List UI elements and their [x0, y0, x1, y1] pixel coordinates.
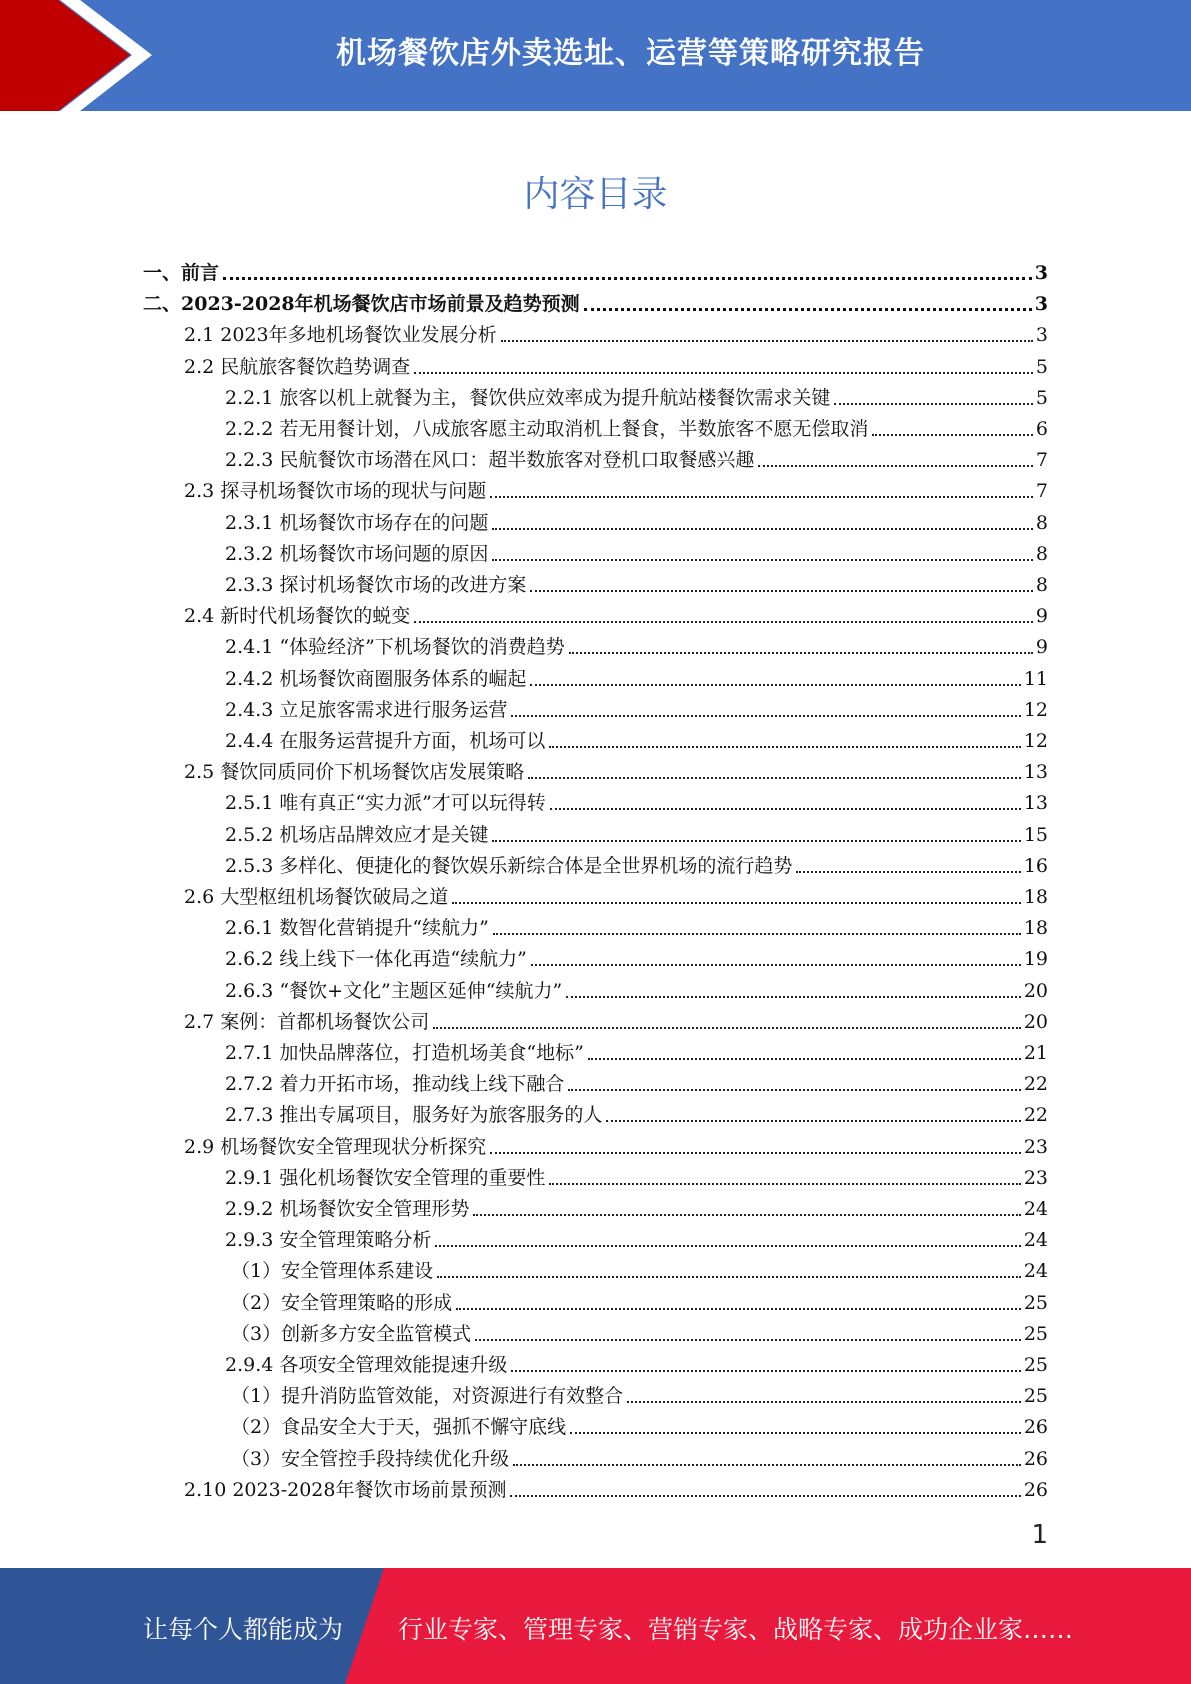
toc-entry-page: 25 — [1023, 1322, 1048, 1345]
toc-dot-leader — [501, 340, 1033, 342]
toc-entry-label: 2.9.4 各项安全管理效能提速升级 — [225, 1354, 508, 1376]
toc-entry-page: 3 — [1034, 293, 1048, 316]
toc-entry[interactable] — [225, 1034, 1048, 1065]
toc-dot-leader — [528, 777, 1021, 779]
toc-dot-leader — [223, 277, 1032, 280]
toc-dot-leader — [550, 808, 1021, 810]
toc-entry[interactable] — [184, 316, 1048, 347]
page-header — [0, 0, 1191, 111]
toc-entry-label: 2.7.2 着力开拓市场，推动线上线下融合 — [225, 1073, 565, 1096]
toc-dot-leader — [433, 1027, 1021, 1029]
toc-entry-label: （2）安全管理策略的形成 — [231, 1291, 453, 1314]
toc-entry-page: 8 — [1035, 542, 1048, 565]
toc-entry-page: 18 — [1023, 886, 1048, 908]
toc-entry-label: 2.10 2023-2028年餐饮市场前景预测 — [184, 1478, 507, 1501]
toc-dot-leader — [511, 715, 1020, 717]
toc-entry-label: 2.7.3 推出专属项目，服务好为旅客服务的人 — [225, 1104, 603, 1127]
toc-entry-page: 12 — [1023, 730, 1048, 752]
toc-dot-leader — [511, 1370, 1020, 1372]
toc-dot-leader — [492, 559, 1033, 561]
toc-entry[interactable] — [225, 1221, 1048, 1252]
toc-entry-label: 2.6.2 线上线下一体化再造“续航力” — [225, 948, 527, 971]
footer-slogan-right: 行业专家、管理专家、营销专家、战略专家、成功企业家…… — [398, 1615, 1074, 1644]
toc-entry[interactable] — [225, 784, 1048, 815]
toc-entry-label: 2.9.1 强化机场餐饮安全管理的重要性 — [225, 1166, 546, 1189]
toc-entry-page: 20 — [1023, 1010, 1048, 1033]
toc-entry-page: 24 — [1023, 1198, 1048, 1220]
toc-entry-page: 26 — [1023, 1447, 1048, 1470]
toc-entry-label: 2.5 餐饮同质同价下机场餐饮店发展策略 — [184, 761, 525, 784]
report-title: 机场餐饮店外卖选址、运营等策略研究报告 — [336, 36, 925, 71]
toc-entry-label: 2.3.2 机场餐饮市场问题的原因 — [225, 542, 489, 565]
toc-entry[interactable] — [225, 1159, 1048, 1190]
toc-entry[interactable] — [225, 660, 1048, 691]
toc-entry-page: 22 — [1023, 1073, 1048, 1096]
toc-dot-leader — [492, 528, 1033, 530]
toc-entry-page: 25 — [1023, 1291, 1048, 1314]
toc-entry[interactable] — [184, 1128, 1048, 1159]
toc-entry[interactable] — [225, 1065, 1048, 1096]
toc-dot-leader — [796, 871, 1020, 873]
toc-entry-page: 24 — [1023, 1229, 1048, 1252]
toc-entry-label: 2.7.1 加快品牌落位，打造机场美食“地标” — [225, 1042, 584, 1064]
toc-dot-leader — [872, 434, 1033, 436]
toc-entry-label: 2.6 大型枢纽机场餐饮破局之道 — [184, 886, 449, 908]
toc-entry-page: 15 — [1023, 823, 1048, 846]
toc-entry-page: 25 — [1023, 1354, 1048, 1376]
toc-entry-page: 16 — [1023, 854, 1048, 877]
toc-entry[interactable] — [231, 1408, 1048, 1439]
toc-dot-leader — [473, 1214, 1020, 1216]
toc-entry-label: 2.2.1 旅客以机上就餐为主，餐饮供应效率成为提升航站楼餐饮需求关键 — [225, 386, 831, 409]
toc-entry[interactable] — [225, 909, 1048, 940]
toc-entry[interactable] — [184, 597, 1048, 628]
toc-entry-label: （1）安全管理体系建设 — [231, 1260, 434, 1283]
toc-dot-leader — [584, 308, 1032, 311]
toc-entry[interactable] — [231, 1315, 1048, 1346]
toc-entry-page: 8 — [1035, 574, 1048, 596]
toc-entry-label: 2.5.1 唯有真正“实力派”才可以玩得转 — [225, 792, 546, 815]
toc-entry-label: 2.9.2 机场餐饮安全管理形势 — [225, 1198, 470, 1220]
toc-entry-page: 13 — [1023, 792, 1048, 815]
toc-heading: 内容目录 — [523, 174, 668, 215]
toc-entry-page: 19 — [1023, 948, 1048, 971]
toc-dot-leader — [414, 372, 1033, 374]
toc-dot-leader — [456, 1308, 1021, 1310]
toc-entry-page: 23 — [1023, 1166, 1048, 1189]
toc-entry-page: 25 — [1023, 1385, 1048, 1408]
toc-entry[interactable] — [231, 1252, 1048, 1283]
toc-entry-label: （2）食品安全大于天，强抓不懈守底线 — [231, 1416, 567, 1439]
toc-entry-label: 2.5.3 多样化、便捷化的餐饮娱乐新综合体是全世界机场的流行趋势 — [225, 854, 793, 877]
toc-dot-leader — [452, 902, 1021, 904]
toc-entry-page: 26 — [1023, 1478, 1048, 1501]
toc-dot-leader — [627, 1401, 1021, 1403]
toc-dot-leader — [606, 1120, 1020, 1122]
toc-entry-page: 13 — [1023, 761, 1048, 784]
toc-entry[interactable] — [231, 1284, 1048, 1315]
toc-entry-label: 2.6.3 “餐饮+文化”主题区延伸“续航力” — [225, 979, 563, 1002]
toc-entry-label: 2.4 新时代机场餐饮的蜕变 — [184, 605, 411, 628]
toc-entry-label: 二、2023-2028年机场餐饮店市场前景及趋势预测 — [143, 293, 580, 316]
toc-entry-label: 一、前言 — [143, 262, 220, 284]
toc-entry-label: 2.3.1 机场餐饮市场存在的问题 — [225, 511, 489, 534]
toc-entry[interactable] — [143, 254, 1048, 285]
toc-entry[interactable] — [231, 1377, 1048, 1408]
toc-entry-page: 21 — [1023, 1042, 1048, 1064]
toc-entry[interactable] — [225, 566, 1048, 597]
toc-entry[interactable] — [225, 940, 1048, 971]
toc-entry[interactable] — [225, 972, 1048, 1003]
toc-dot-leader — [568, 1089, 1020, 1091]
toc-dot-leader — [513, 1464, 1021, 1466]
page-footer — [0, 1568, 1191, 1684]
page-number: 1 — [1031, 1520, 1048, 1550]
toc-entry-label: 2.2.2 若无用餐计划，八成旅客愿主动取消机上餐食，半数旅客不愿无偿取消 — [225, 418, 869, 440]
toc-entry-page: 5 — [1035, 355, 1048, 378]
toc-entry[interactable] — [143, 285, 1048, 316]
toc-entry-label: 2.7 案例：首都机场餐饮公司 — [184, 1010, 430, 1033]
toc-entry[interactable] — [184, 753, 1048, 784]
toc-dot-leader — [530, 590, 1033, 592]
toc-entry-label: 2.1 2023年多地机场餐饮业发展分析 — [184, 324, 497, 347]
toc-entry-label: 2.2 民航旅客餐饮趋势调查 — [184, 355, 411, 378]
toc-entry-page: 20 — [1023, 979, 1048, 1002]
toc-entry-label: 2.5.2 机场店品牌效应才是关键 — [225, 823, 489, 846]
toc-dot-leader — [569, 652, 1033, 654]
toc-entry[interactable] — [231, 1440, 1048, 1471]
toc-entry-page: 11 — [1023, 667, 1048, 690]
toc-dot-leader — [492, 840, 1020, 842]
toc-entry-page: 22 — [1023, 1104, 1048, 1127]
toc-dot-leader — [588, 1058, 1021, 1060]
toc-entry-page: 3 — [1034, 262, 1048, 284]
toc-entry-page: 6 — [1035, 418, 1048, 440]
toc-dot-leader — [437, 1276, 1021, 1278]
footer-slogan-left: 让每个人都能成为 — [143, 1615, 344, 1644]
toc-entry-page: 8 — [1035, 511, 1048, 534]
toc-entry-page: 23 — [1023, 1135, 1048, 1158]
toc-entry-page: 24 — [1023, 1260, 1048, 1283]
toc-entry-label: 2.4.2 机场餐饮商圈服务体系的崛起 — [225, 667, 527, 690]
toc-entry[interactable] — [225, 691, 1048, 722]
toc-dot-leader — [490, 496, 1033, 498]
toc-entry-page: 9 — [1035, 605, 1048, 628]
toc-dot-leader — [758, 465, 1033, 467]
toc-entry-label: 2.4.1 “体验经济”下机场餐饮的消费趋势 — [225, 636, 565, 659]
toc-entry[interactable] — [225, 628, 1048, 659]
toc-dot-leader — [566, 996, 1021, 998]
toc-entry[interactable] — [184, 1471, 1048, 1502]
toc-entry[interactable] — [225, 379, 1048, 410]
toc-dot-leader — [435, 1245, 1020, 1247]
toc-entry[interactable] — [225, 410, 1048, 441]
toc-entry-label: 2.9.3 安全管理策略分析 — [225, 1229, 432, 1252]
toc-dot-leader — [490, 1152, 1021, 1154]
toc-entry[interactable] — [225, 816, 1048, 847]
toc-entry[interactable] — [184, 472, 1048, 503]
toc-entry[interactable] — [184, 1003, 1048, 1034]
toc-entry[interactable] — [225, 847, 1048, 878]
toc-dot-leader — [530, 684, 1020, 686]
toc-entry-page: 12 — [1023, 698, 1048, 721]
toc-entry-label: 2.3 探寻机场餐饮市场的现状与问题 — [184, 480, 487, 503]
toc-dot-leader — [531, 964, 1021, 966]
toc-entry-label: 2.6.1 数智化营销提升“续航力” — [225, 917, 489, 940]
toc-entry-page: 7 — [1035, 480, 1048, 503]
toc-entry-label: （3）安全管控手段持续优化升级 — [231, 1447, 510, 1470]
toc-entry-label: （1）提升消防监管效能，对资源进行有效整合 — [231, 1385, 624, 1408]
toc-entry[interactable] — [225, 441, 1048, 472]
toc-entry-page: 7 — [1035, 449, 1048, 472]
toc-entry-page: 3 — [1035, 324, 1048, 347]
toc-dot-leader — [570, 1432, 1021, 1434]
toc-dot-leader — [510, 1495, 1020, 1497]
toc-dot-leader — [414, 621, 1033, 623]
toc-entry-page: 26 — [1023, 1416, 1048, 1439]
toc-entry-label: 2.2.3 民航餐饮市场潜在风口：超半数旅客对登机口取餐感兴趣 — [225, 449, 755, 472]
toc-entry-label: （3）创新多方安全监管模式 — [231, 1322, 472, 1345]
toc-entry[interactable] — [225, 1190, 1048, 1221]
toc-entry-page: 5 — [1035, 386, 1048, 409]
toc-dot-leader — [549, 746, 1020, 748]
toc-entry-page: 18 — [1023, 917, 1048, 940]
toc-dot-leader — [549, 1183, 1020, 1185]
toc-entry-label: 2.3.3 探讨机场餐饮市场的改进方案 — [225, 574, 527, 596]
toc-entry[interactable] — [225, 535, 1048, 566]
toc-dot-leader — [493, 933, 1021, 935]
toc-entry-label: 2.9 机场餐饮安全管理现状分析探究 — [184, 1135, 487, 1158]
toc-entry[interactable] — [184, 878, 1048, 909]
toc-entry-label: 2.4.4 在服务运营提升方面，机场可以 — [225, 730, 546, 752]
toc-entry[interactable] — [225, 722, 1048, 753]
toc-dot-leader — [475, 1339, 1021, 1341]
toc-entry[interactable] — [225, 504, 1048, 535]
toc-entry[interactable] — [184, 348, 1048, 379]
toc-dot-leader — [834, 403, 1033, 405]
toc-entry-page: 9 — [1035, 636, 1048, 659]
toc-entry-label: 2.4.3 立足旅客需求进行服务运营 — [225, 698, 508, 721]
toc-entry[interactable] — [225, 1096, 1048, 1127]
toc-entry[interactable] — [225, 1346, 1048, 1377]
